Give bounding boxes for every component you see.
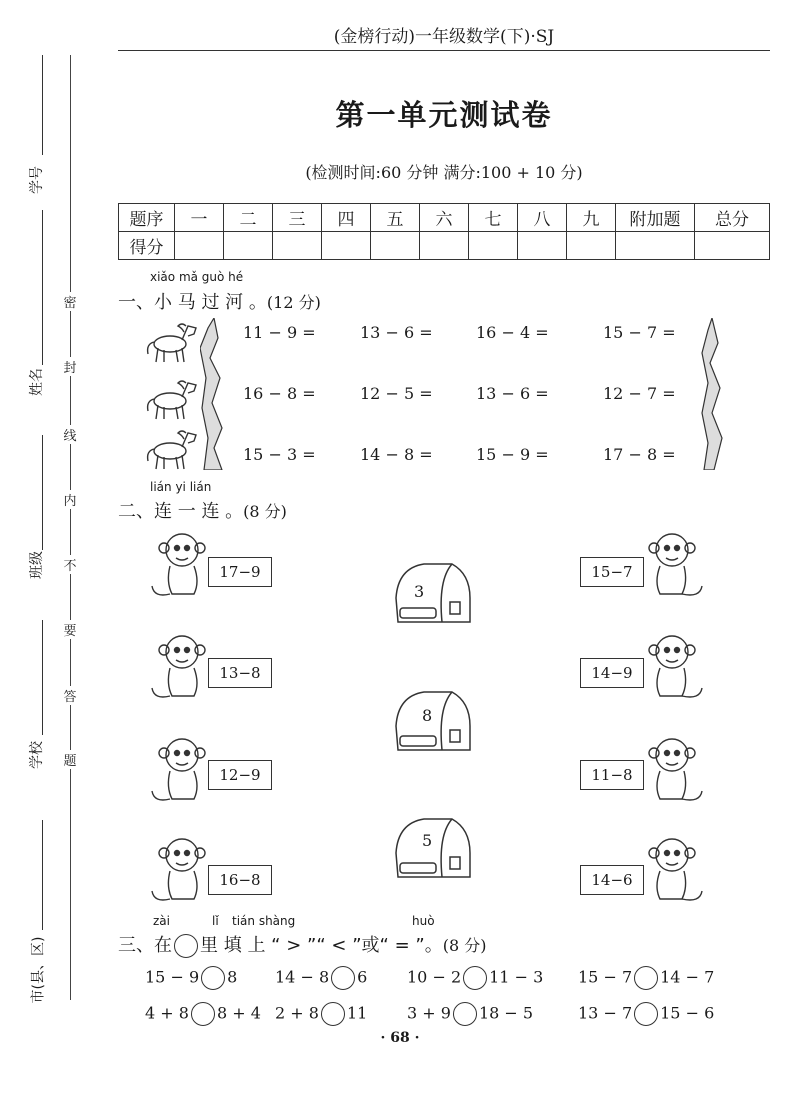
comparison-left: 15 − 7 — [578, 967, 633, 987]
monkey-icon — [640, 630, 706, 706]
field-class: 班级 — [29, 551, 45, 579]
right-expression-box[interactable]: 15−7 — [580, 557, 644, 587]
section1-points: (12 分) — [266, 293, 321, 312]
house-number: 8 — [422, 706, 433, 725]
horse-icon — [142, 375, 202, 423]
field-city: 市(县、区) — [30, 936, 47, 1004]
section2-pinyin: lián yi lián — [150, 480, 212, 494]
table-cell: 二 — [224, 204, 273, 232]
equation: 15 − 7 = — [603, 323, 676, 342]
comparison-left: 3 + 9 — [407, 1003, 451, 1023]
equation: 12 − 5 = — [360, 384, 433, 403]
seal-char: 封 — [62, 357, 78, 376]
binding-line-5 — [42, 820, 43, 930]
seal-char: 密 — [62, 292, 78, 311]
compare-circle-icon — [174, 934, 198, 958]
table-cell: 六 — [420, 204, 469, 232]
seal-char: 答 — [62, 686, 78, 705]
seal-char: 要 — [62, 620, 78, 639]
left-expression-box[interactable]: 16−8 — [208, 865, 272, 895]
house-number: 3 — [414, 582, 425, 601]
horse-icon — [142, 425, 202, 473]
comparison-item — [407, 966, 543, 990]
comparison-item — [275, 966, 367, 990]
test-info: (检测时间:60 分钟 满分:100 + 10 分) — [305, 163, 583, 182]
comparison-item — [578, 966, 714, 990]
score-value-row — [119, 232, 770, 260]
section2-title — [118, 497, 287, 523]
table-cell: 四 — [322, 204, 371, 232]
binding-line-1 — [42, 55, 43, 155]
monkey-icon — [640, 733, 706, 809]
page-title: 第一单元测试卷 — [335, 98, 553, 132]
score-table — [118, 203, 770, 260]
comparison-left: 2 + 8 — [275, 1003, 319, 1023]
section3-pinyin-tian: tián shàng — [232, 914, 296, 928]
page-number: · 68 · — [380, 1030, 420, 1046]
field-school: 学校 — [29, 741, 45, 769]
table-cell: 八 — [518, 204, 567, 232]
seal-line — [70, 55, 71, 1000]
comparison-left: 14 − 8 — [275, 967, 330, 987]
table-cell: 九 — [567, 204, 616, 232]
answer-circle[interactable] — [331, 966, 355, 990]
table-cell: 题序 — [119, 204, 175, 232]
section3-title — [118, 931, 486, 958]
score-input-cell[interactable] — [175, 232, 224, 260]
answer-circle[interactable] — [191, 1002, 215, 1026]
comparison-right: 8 + 4 — [216, 1003, 261, 1023]
riverbank-right-icon — [700, 318, 726, 470]
table-cell: 三 — [273, 204, 322, 232]
comparison-right: 8 — [227, 967, 238, 987]
score-input-cell[interactable] — [371, 232, 420, 260]
seal-char: 线 — [62, 425, 78, 444]
answer-circle[interactable] — [201, 966, 225, 990]
seal-char: 内 — [62, 490, 78, 509]
equation: 11 − 9 = — [243, 323, 316, 342]
score-input-cell[interactable] — [616, 232, 695, 260]
table-cell: 一 — [175, 204, 224, 232]
score-input-cell[interactable] — [469, 232, 518, 260]
section2-points: (8 分) — [243, 502, 287, 521]
table-cell: 附加题 — [616, 204, 695, 232]
score-input-cell[interactable] — [273, 232, 322, 260]
monkey-icon — [148, 733, 214, 809]
section3-points: (8 分) — [442, 936, 487, 955]
comparison-right: 11 − 3 — [489, 967, 544, 987]
comparison-item — [145, 1002, 261, 1026]
score-input-cell[interactable] — [695, 232, 770, 260]
section1-title-text: 一、小 马 过 河 。 — [118, 292, 267, 313]
left-expression-box[interactable]: 12−9 — [208, 760, 272, 790]
monkey-icon — [640, 833, 706, 909]
equation: 14 − 8 = — [360, 445, 433, 464]
section2-title-text: 二、连 一 连 。 — [118, 501, 244, 522]
section1-title — [118, 288, 321, 314]
score-header-row — [119, 204, 770, 232]
section1-pinyin: xiǎo mǎ guò hé — [150, 270, 244, 284]
seal-char: 题 — [62, 750, 78, 769]
score-input-cell[interactable] — [322, 232, 371, 260]
monkey-icon — [148, 833, 214, 909]
comparison-item — [578, 1002, 714, 1026]
table-cell: 得分 — [119, 232, 175, 260]
comparison-right: 18 − 5 — [478, 1003, 534, 1023]
comparison-left: 15 − 9 — [145, 967, 200, 987]
equation: 16 − 8 = — [243, 384, 316, 403]
comparison-right: 11 — [346, 1003, 368, 1023]
header-rule — [118, 50, 770, 51]
table-cell: 七 — [469, 204, 518, 232]
section3-pinyin-huo: huò — [412, 914, 435, 928]
equation: 12 − 7 = — [603, 384, 676, 403]
equation: 16 − 4 = — [476, 323, 549, 342]
comparison-left: 13 − 7 — [578, 1003, 633, 1023]
field-student-id: 学号 — [29, 166, 45, 194]
equation: 13 − 6 = — [476, 384, 549, 403]
answer-circle[interactable] — [634, 966, 658, 990]
equation: 15 − 9 = — [476, 445, 549, 464]
binding-line-3 — [42, 435, 43, 550]
seal-char: 不 — [62, 555, 78, 574]
table-cell: 五 — [371, 204, 420, 232]
house-number: 5 — [422, 831, 433, 850]
section3-pinyin-zai: zài — [153, 914, 170, 928]
monkey-icon — [148, 630, 214, 706]
riverbank-left-icon — [200, 318, 226, 470]
comparison-right: 15 − 6 — [660, 1003, 715, 1023]
equation: 13 − 6 = — [360, 323, 433, 342]
score-input-cell[interactable] — [420, 232, 469, 260]
house[interactable] — [390, 688, 474, 754]
comparison-item — [407, 1002, 533, 1026]
monkey-icon — [640, 528, 706, 604]
score-input-cell[interactable] — [224, 232, 273, 260]
answer-circle[interactable] — [453, 1002, 477, 1026]
left-expression-box[interactable]: 17−9 — [208, 557, 272, 587]
left-expression-box[interactable]: 13−8 — [208, 658, 272, 688]
section3-title-prefix: 三、在 — [118, 935, 172, 956]
comparison-right: 14 − 7 — [660, 967, 715, 987]
comparison-item — [275, 1002, 367, 1026]
comparison-left: 10 − 2 — [407, 967, 462, 987]
book-header: (金榜行动)一年级数学(下)·SJ — [333, 27, 555, 47]
field-name: 姓名 — [29, 368, 45, 396]
horse-icon — [142, 318, 202, 366]
table-cell: 总分 — [695, 204, 770, 232]
score-input-cell[interactable] — [518, 232, 567, 260]
house-icon — [390, 560, 474, 626]
right-expression-box[interactable]: 11−8 — [580, 760, 644, 790]
binding-line-2 — [42, 210, 43, 365]
equation: 15 − 3 = — [243, 445, 316, 464]
binding-line-4 — [42, 620, 43, 735]
right-expression-box[interactable]: 14−6 — [580, 865, 644, 895]
comparison-left: 4 + 8 — [145, 1003, 189, 1023]
comparison-right: 6 — [357, 967, 368, 987]
equation: 17 − 8 = — [603, 445, 676, 464]
right-expression-box[interactable]: 14−9 — [580, 658, 644, 688]
answer-circle[interactable] — [321, 1002, 345, 1026]
section3-title-suffix: 里 填 上 “ > ”“ < ”或“ = ”。 — [200, 935, 443, 956]
section3-pinyin-li: lǐ — [212, 914, 219, 928]
house[interactable] — [390, 815, 474, 881]
monkey-icon — [148, 528, 214, 604]
score-input-cell[interactable] — [567, 232, 616, 260]
answer-circle[interactable] — [463, 966, 487, 990]
answer-circle[interactable] — [634, 1002, 658, 1026]
comparison-item — [145, 966, 237, 990]
house[interactable] — [390, 560, 474, 626]
